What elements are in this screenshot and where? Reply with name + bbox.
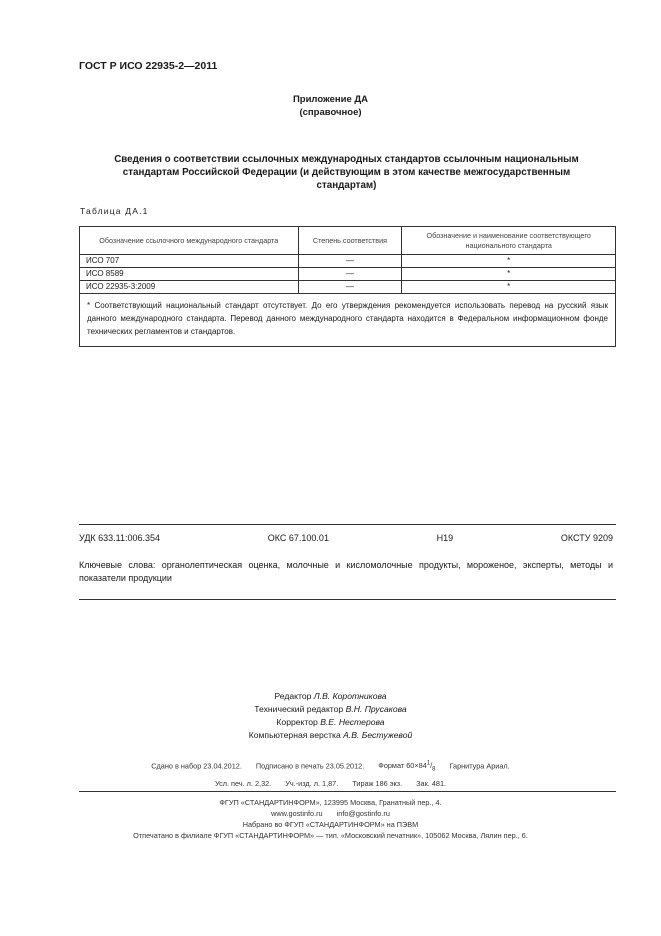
okstu-code: ОКСТУ 9209: [560, 533, 613, 543]
header-degree-of-conformity: Степень соответствия: [298, 227, 402, 255]
editorial-staff: [0, 690, 661, 742]
corrector-label: Корректор: [276, 717, 318, 727]
appendix-heading: [0, 93, 661, 119]
heading-line-3: стандартам): [316, 180, 377, 191]
reference-standards-table: [79, 226, 616, 347]
document-code: ГОСТ Р ИСО 22935-2—2011: [79, 60, 218, 72]
header-national-standard: Обозначение и наименование соответствующего национального стандарта: [402, 227, 616, 255]
cell-standard: ИСО 8589: [80, 268, 299, 281]
editor-name: Л.В. Коротникова: [313, 691, 387, 701]
cell-national: *: [402, 281, 616, 294]
layout-name: А.В. Бестужевой: [343, 730, 413, 740]
circulation: Тираж 186 экз.: [352, 778, 403, 788]
top-divider: [79, 524, 616, 525]
heading-line-2: стандартам Российской Федерации (и действующим в этом качестве межгосударственным: [122, 167, 571, 178]
tech-editor-label: Технический редактор: [254, 704, 344, 714]
cell-degree: —: [298, 268, 402, 281]
signed-date: Подписано в печать 23.05.2012.: [255, 761, 365, 771]
section-heading: [80, 153, 613, 192]
order-number: Зак. 481.: [416, 778, 447, 788]
appendix-subtitle: (справочное): [299, 107, 362, 118]
cell-degree: —: [298, 281, 402, 294]
cell-standard: ИСО 707: [80, 255, 299, 268]
cell-degree: —: [298, 255, 402, 268]
layout-line: [0, 729, 661, 742]
editor-label: Редактор: [274, 691, 312, 701]
cell-standard: ИСО 22935-3:2009: [80, 281, 299, 294]
editor-line: [0, 690, 661, 703]
classification-codes: [79, 533, 613, 543]
corrector-line: [0, 716, 661, 729]
table-row: [80, 268, 616, 281]
publisher-website[interactable]: www.gostinfo.ru: [271, 809, 323, 818]
appendix-title: Приложение ДА: [292, 94, 369, 105]
format-numerator: 1: [426, 761, 431, 767]
table-footnote: * Соответствующий национальный стандарт отсутствует. До его утверждения рекомендуется использовать перевод на русский язык данного международного стандарта. Перевод данного международного стандарта находится в Федеральном информационном фонде технических регламентов и стандартов.: [80, 294, 616, 347]
format-prefix: Формат 60×84: [378, 761, 427, 771]
typeset-info: Набрано во ФГУП «СТАНДАРТИНФОРМ» на ПЭВМ: [242, 820, 419, 829]
corrector-name: В.Е. Нестерова: [320, 717, 385, 727]
cell-national: *: [402, 268, 616, 281]
print-sheets: Усл. печ. л. 2,32.: [214, 778, 272, 788]
format-denominator: 8: [432, 766, 436, 773]
printed-info: Отпечатано в филиале ФГУП «СТАНДАРТИНФОРМ» — тип. «Московский печатник», 105062 Москва, Лялин пер., 6.: [133, 831, 528, 840]
publishing-sheets: Уч.-изд. л. 1,87.: [285, 778, 339, 788]
table-footnote-row: [80, 294, 616, 347]
table-caption: Таблица ДА.1: [80, 206, 149, 216]
publisher-divider: [79, 791, 616, 792]
table-row: [80, 255, 616, 268]
tech-editor-name: В.Н. Прусакова: [345, 704, 407, 714]
tech-editor-line: [0, 703, 661, 716]
header-international-standard: Обозначение ссылочного международного стандарта: [80, 227, 299, 255]
submitted-date: Сдано в набор 23.04.2012.: [151, 761, 242, 771]
udk-code: УДК 633.11:006.354: [79, 533, 161, 543]
print-details: [0, 757, 661, 791]
oks-code: ОКС 67.100.01: [267, 533, 329, 543]
bottom-divider: [79, 599, 616, 600]
publisher-email[interactable]: info@gostinfo.ru: [336, 809, 390, 818]
keywords: Ключевые слова: органолептическая оценка, молочные и кисломолочные продукты, мороженое, эксперты, методы и показатели продукции: [79, 560, 613, 583]
table-row: [80, 281, 616, 294]
format: Формат $60\times 84^1/_8$: [378, 761, 436, 773]
publisher-info: [0, 797, 661, 841]
publisher-address: ФГУП «СТАНДАРТИНФОРМ», 123995 Москва, Гранатный пер., 4.: [219, 798, 442, 807]
print-line-2: [0, 777, 661, 791]
cell-national: *: [402, 255, 616, 268]
table-header-row: [80, 227, 616, 255]
print-line-1: [0, 757, 661, 777]
publisher-contacts: [0, 808, 661, 819]
group-code: Н19: [436, 533, 454, 543]
typeface: Гарнитура Ариал.: [449, 761, 510, 771]
heading-line-1: Сведения о соответствии ссылочных международных стандартов ссылочным национальным: [114, 154, 579, 165]
layout-label: Компьютерная верстка: [248, 730, 341, 740]
